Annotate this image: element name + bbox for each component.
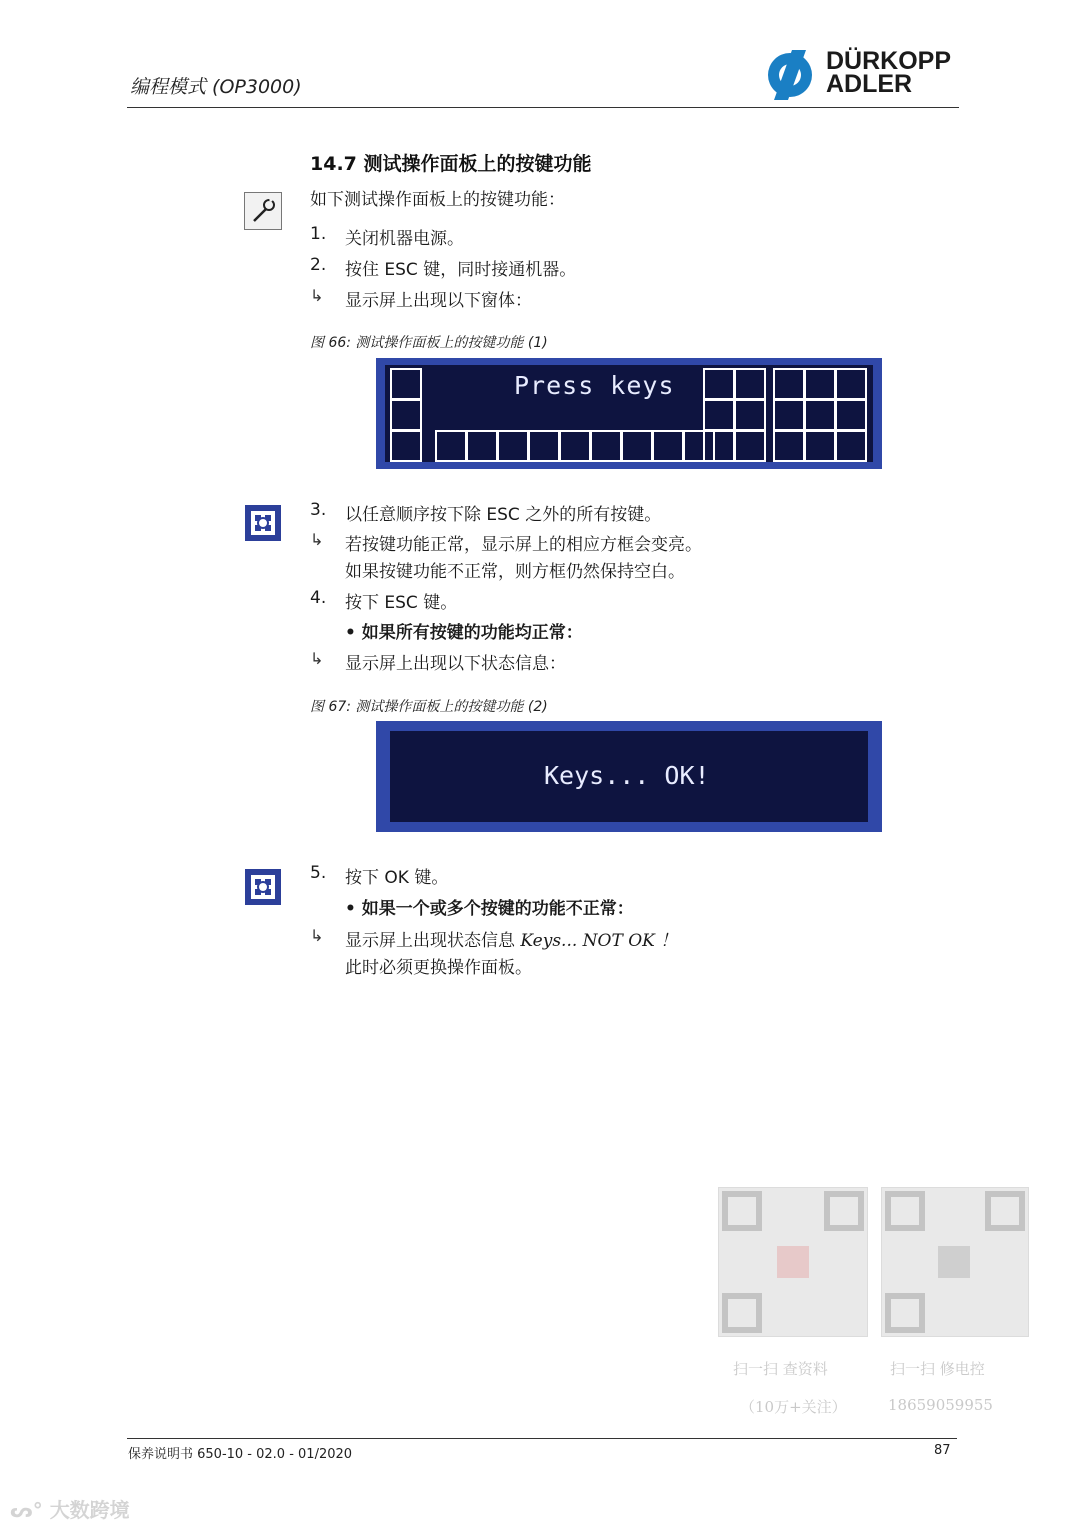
lcd-screen (385, 365, 873, 462)
key-box (835, 368, 867, 400)
step-1 (310, 224, 710, 248)
wrench-icon (244, 192, 282, 230)
key-box (621, 430, 653, 462)
step-3 (310, 500, 870, 524)
header-title: 编程模式 (OP3000) (130, 76, 302, 98)
watermark (10, 1494, 130, 1523)
exclamation: ！ (660, 931, 678, 951)
step-4 (310, 588, 710, 612)
key-box (734, 368, 766, 400)
brand-line2: ADLER (826, 70, 913, 98)
watermark-logo-icon: ᔕ° (10, 1498, 43, 1522)
key-box (703, 368, 735, 400)
result-text: 若按键功能正常，显示屏上的相应方框会变亮。 (345, 535, 702, 555)
step-text: 以任意顺序按下除 ESC 之外的所有按键。 (345, 505, 662, 525)
key-box (390, 399, 422, 431)
key-box (804, 430, 836, 462)
step-number: 1. (310, 224, 327, 244)
result-text: 如果按键功能不正常，则方框仍然保持空白。 (345, 562, 685, 582)
brand-line1: DÜRKOPP (826, 47, 952, 75)
qr-right-phone: 18659059955 (888, 1396, 993, 1414)
header-divider (127, 107, 959, 108)
key-box (390, 430, 422, 462)
lcd-display-keys-grid (376, 358, 882, 469)
result-1 (310, 286, 710, 310)
key-box (435, 430, 467, 462)
key-box (497, 430, 529, 462)
result-arrow-icon: ↳ (310, 286, 324, 305)
condition-bullet-2: • 如果一个或多个按键的功能不正常： (345, 899, 634, 919)
qr-right-caption: 扫一扫 修电控 (890, 1360, 985, 1378)
step-text: 关闭机器电源。 (345, 229, 464, 249)
brand-logo (762, 47, 958, 102)
page-number: 87 (934, 1443, 951, 1458)
step-text: 按住 ESC 键，同时接通机器。 (345, 260, 577, 280)
key-box (559, 430, 591, 462)
lcd-press-keys-text: Press keys (514, 371, 675, 400)
key-box (804, 399, 836, 431)
result-text: 显示屏上出现以下状态信息： (345, 654, 566, 674)
key-box (773, 430, 805, 462)
result-4 (310, 926, 870, 978)
figure-66-caption: 图 66: 测试操作面板上的按键功能 (1) (310, 335, 548, 351)
qr-left-caption-2: （10万+关注） (740, 1398, 847, 1416)
key-box (835, 399, 867, 431)
keypad-icon (245, 869, 281, 905)
qr-left-caption: 扫一扫 查资料 (733, 1360, 828, 1378)
key-box (773, 368, 805, 400)
condition-bullet-1: • 如果所有按键的功能均正常： (345, 623, 583, 643)
figure-67-caption: 图 67: 测试操作面板上的按键功能 (2) (310, 699, 548, 715)
key-box (734, 430, 766, 462)
step-number: 3. (310, 500, 327, 520)
result-arrow-icon: ↳ (310, 649, 324, 668)
result-text: 显示屏上出现以下窗体： (345, 291, 532, 311)
lcd-display-ok (376, 721, 882, 832)
key-box (703, 430, 735, 462)
intro-text: 如下测试操作面板上的按键功能： (310, 190, 565, 210)
key-box (734, 399, 766, 431)
lcd-screen (390, 731, 868, 822)
step-number: 4. (310, 588, 327, 608)
watermark-text: 大数跨境 (49, 1498, 130, 1522)
key-box (773, 399, 805, 431)
result-text: 显示屏上出现状态信息 (345, 931, 515, 951)
result-3 (310, 649, 710, 673)
result-arrow-icon: ↳ (310, 530, 324, 549)
step-text: 按下 OK 键。 (345, 868, 449, 888)
key-box (390, 368, 422, 400)
footer-manual-info: 保养说明书 650-10 - 02.0 - 01/2020 (128, 1447, 353, 1462)
result-2 (310, 530, 870, 582)
status-message: Keys... NOT OK (520, 931, 655, 951)
result-text: 此时必须更换操作面板。 (345, 958, 532, 978)
keypad-icon (245, 505, 281, 541)
key-box (835, 430, 867, 462)
result-arrow-icon: ↳ (310, 926, 324, 945)
qr-code-right[interactable] (881, 1187, 1029, 1337)
qr-code-left[interactable] (718, 1187, 868, 1337)
step-number: 5. (310, 863, 327, 883)
key-box (466, 430, 498, 462)
footer-divider (127, 1438, 957, 1439)
section-heading: 14.7 测试操作面板上的按键功能 (310, 153, 592, 175)
key-box (804, 368, 836, 400)
step-2 (310, 255, 710, 279)
step-text: 按下 ESC 键。 (345, 593, 458, 613)
key-box (652, 430, 684, 462)
step-5 (310, 863, 710, 887)
key-box (703, 399, 735, 431)
lcd-keys-ok-text: Keys... OK! (544, 761, 710, 790)
brand-logo-icon (762, 50, 822, 100)
key-box (528, 430, 560, 462)
step-number: 2. (310, 255, 327, 275)
key-box (590, 430, 622, 462)
